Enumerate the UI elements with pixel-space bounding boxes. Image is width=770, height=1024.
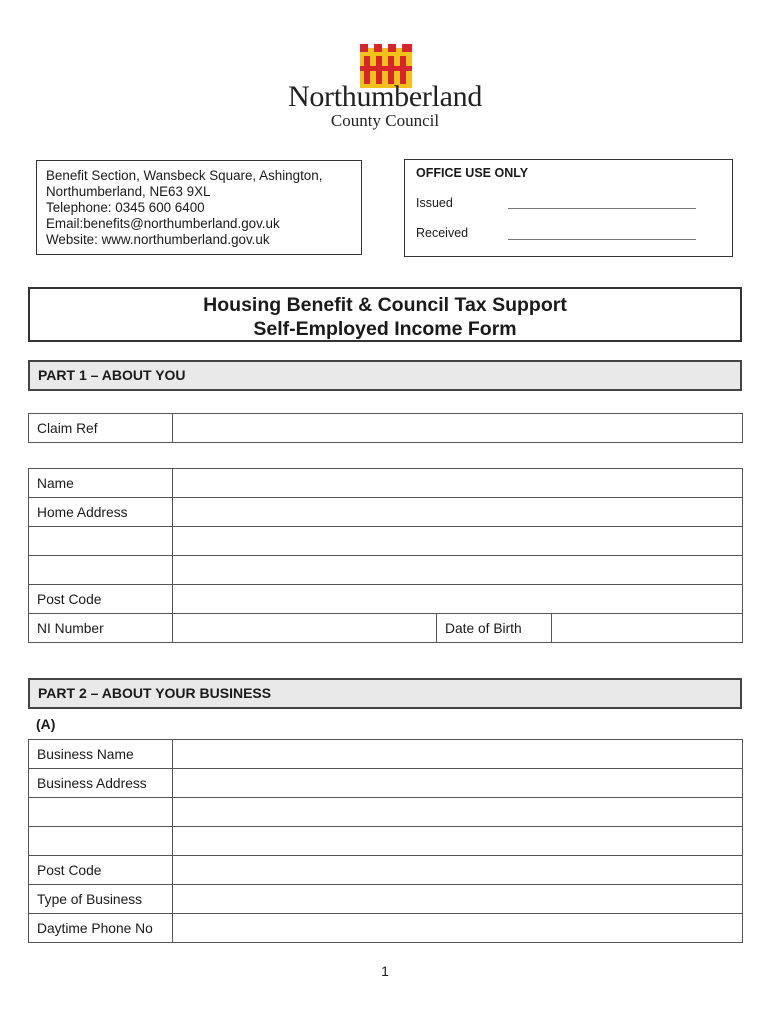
type-of-business-label: Type of Business — [29, 885, 173, 914]
blank-label-cell — [29, 527, 173, 556]
website-line: Website: www.northumberland.gov.uk — [46, 232, 270, 247]
table-row — [29, 798, 743, 827]
contact-address-box — [36, 160, 362, 255]
home-address-field-1[interactable] — [173, 498, 743, 527]
table-row — [29, 556, 743, 585]
business-name-field[interactable] — [173, 740, 743, 769]
part2-heading: PART 2 – ABOUT YOUR BUSINESS — [28, 678, 742, 709]
claim-ref-field[interactable] — [173, 414, 743, 443]
about-you-table — [28, 468, 743, 643]
table-row — [29, 914, 743, 943]
blank-label-cell — [29, 556, 173, 585]
part2-subheading: (A) — [36, 716, 56, 732]
blank-label-cell — [29, 798, 173, 827]
type-of-business-field[interactable] — [173, 885, 743, 914]
business-post-code-label: Post Code — [29, 856, 173, 885]
business-name-label: Business Name — [29, 740, 173, 769]
table-row — [29, 498, 743, 527]
claim-ref-label: Claim Ref — [29, 414, 173, 443]
form-title-box — [28, 287, 742, 342]
ni-number-label: NI Number — [29, 614, 173, 643]
name-label: Name — [29, 469, 173, 498]
name-field[interactable] — [173, 469, 743, 498]
business-address-field-2[interactable] — [173, 798, 743, 827]
business-post-code-field[interactable] — [173, 856, 743, 885]
business-address-field-3[interactable] — [173, 827, 743, 856]
daytime-phone-label: Daytime Phone No — [29, 914, 173, 943]
table-row — [29, 769, 743, 798]
table-row — [29, 527, 743, 556]
email-line: Email:benefits@northumberland.gov.uk — [46, 216, 280, 231]
issued-line — [508, 208, 696, 209]
daytime-phone-field[interactable] — [173, 914, 743, 943]
business-address-label: Business Address — [29, 769, 173, 798]
table-row — [29, 585, 743, 614]
post-code-label: Post Code — [29, 585, 173, 614]
office-use-title: OFFICE USE ONLY — [416, 166, 529, 180]
received-line — [508, 239, 696, 240]
issued-label: Issued — [416, 196, 453, 210]
table-row — [29, 827, 743, 856]
table-row — [29, 885, 743, 914]
received-label: Received — [416, 226, 469, 240]
claim-ref-table — [28, 413, 743, 443]
form-title: Housing Benefit & Council Tax Support — [203, 294, 567, 316]
table-row — [29, 614, 743, 643]
part1-heading: PART 1 – ABOUT YOU — [28, 360, 742, 391]
blank-label-cell — [29, 827, 173, 856]
table-row — [29, 414, 743, 443]
form-subtitle: Self-Employed Income Form — [253, 318, 517, 340]
business-address-field-1[interactable] — [173, 769, 743, 798]
post-code-field[interactable] — [173, 585, 743, 614]
dob-field[interactable] — [552, 614, 743, 643]
home-address-label: Home Address — [29, 498, 173, 527]
table-row — [29, 469, 743, 498]
ni-number-field[interactable] — [173, 614, 437, 643]
dob-label: Date of Birth — [437, 614, 552, 643]
table-row — [29, 856, 743, 885]
business-table — [28, 739, 743, 943]
council-subname: County Council — [330, 111, 440, 130]
page-number: 1 — [381, 963, 389, 979]
address-line: Northumberland, NE63 9XL — [46, 184, 211, 199]
address-line: Benefit Section, Wansbeck Square, Ashington, — [46, 168, 323, 183]
table-row — [29, 740, 743, 769]
office-use-box — [404, 159, 733, 257]
home-address-field-3[interactable] — [173, 556, 743, 585]
council-name: Northumberland — [287, 80, 483, 113]
home-address-field-2[interactable] — [173, 527, 743, 556]
telephone-line: Telephone: 0345 600 6400 — [46, 200, 205, 215]
